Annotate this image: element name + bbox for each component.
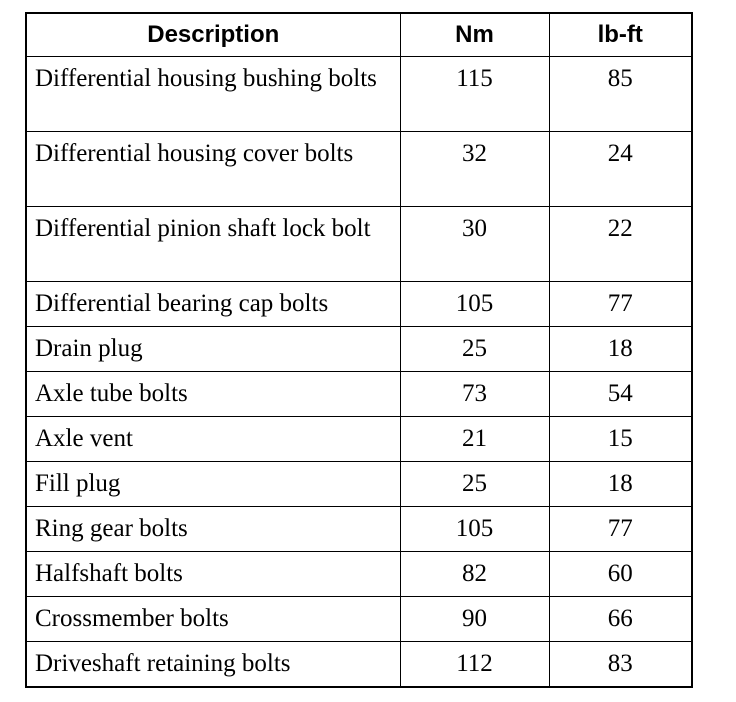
cell-nm: 105 <box>400 507 549 552</box>
cell-nm: 112 <box>400 642 549 688</box>
table-row <box>26 597 692 642</box>
header-description: Description <box>26 13 400 57</box>
torque-spec-table <box>25 12 693 688</box>
cell-nm: 115 <box>400 57 549 132</box>
table-row <box>26 507 692 552</box>
cell-lbft: 66 <box>549 597 692 642</box>
header-nm: Nm <box>400 13 549 57</box>
header-row <box>26 13 692 57</box>
cell-description: Crossmember bolts <box>26 597 400 642</box>
cell-description: Differential pinion shaft lock bolt <box>26 207 400 282</box>
cell-description: Drain plug <box>26 327 400 372</box>
header-lbft: lb-ft <box>549 13 692 57</box>
table-row <box>26 417 692 462</box>
table-row <box>26 642 692 688</box>
cell-lbft: 18 <box>549 327 692 372</box>
table-row <box>26 207 692 282</box>
cell-nm: 25 <box>400 462 549 507</box>
cell-nm: 21 <box>400 417 549 462</box>
cell-lbft: 83 <box>549 642 692 688</box>
cell-nm: 30 <box>400 207 549 282</box>
cell-lbft: 24 <box>549 132 692 207</box>
cell-lbft: 77 <box>549 507 692 552</box>
table-row <box>26 327 692 372</box>
cell-nm: 82 <box>400 552 549 597</box>
cell-description: Differential bearing cap bolts <box>26 282 400 327</box>
table-body <box>26 57 692 688</box>
cell-description: Axle tube bolts <box>26 372 400 417</box>
cell-lbft: 18 <box>549 462 692 507</box>
cell-description: Differential housing cover bolts <box>26 132 400 207</box>
table-row <box>26 132 692 207</box>
cell-lbft: 54 <box>549 372 692 417</box>
cell-lbft: 77 <box>549 282 692 327</box>
cell-nm: 105 <box>400 282 549 327</box>
table-row <box>26 552 692 597</box>
cell-lbft: 85 <box>549 57 692 132</box>
cell-description: Axle vent <box>26 417 400 462</box>
table-row <box>26 57 692 132</box>
cell-description: Driveshaft retaining bolts <box>26 642 400 688</box>
cell-nm: 73 <box>400 372 549 417</box>
cell-lbft: 22 <box>549 207 692 282</box>
table-row <box>26 282 692 327</box>
cell-description: Halfshaft bolts <box>26 552 400 597</box>
cell-nm: 25 <box>400 327 549 372</box>
cell-lbft: 60 <box>549 552 692 597</box>
cell-lbft: 15 <box>549 417 692 462</box>
cell-nm: 32 <box>400 132 549 207</box>
table-header <box>26 13 692 57</box>
cell-description: Fill plug <box>26 462 400 507</box>
table-row <box>26 462 692 507</box>
cell-description: Ring gear bolts <box>26 507 400 552</box>
table-row <box>26 372 692 417</box>
cell-description: Differential housing bushing bolts <box>26 57 400 132</box>
cell-nm: 90 <box>400 597 549 642</box>
